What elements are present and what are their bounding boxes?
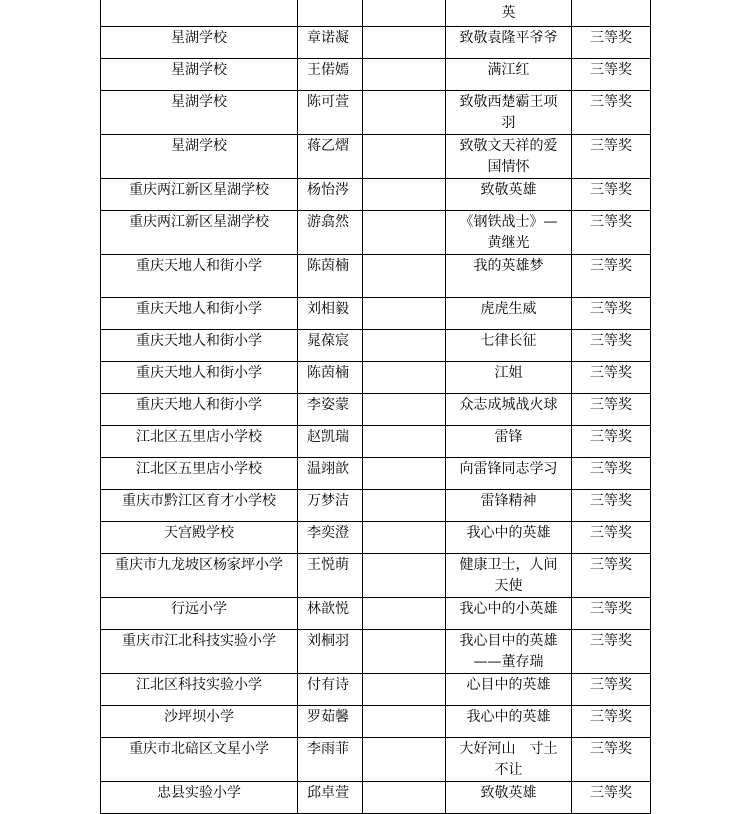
student-name-cell: [298, 522, 363, 554]
table-row: [101, 91, 651, 135]
school-text: 重庆两江新区星湖学校: [129, 214, 269, 230]
table-row: [101, 394, 651, 426]
work-title-text: 我心中的英雄: [466, 525, 551, 541]
blank-cell: [363, 211, 446, 255]
award-cell: [572, 135, 651, 179]
work-title-text: 致敬袁隆平爷爷: [459, 30, 558, 46]
school-cell: [101, 674, 298, 706]
table-row: [101, 179, 651, 211]
table-row: [101, 330, 651, 362]
award-cell: [572, 298, 651, 330]
work-title-text: 致敬文天祥的爱国情怀: [459, 138, 558, 175]
award-text: 三等奖: [590, 461, 632, 477]
school-cell: [101, 211, 298, 255]
blank-cell: [363, 490, 446, 522]
award-text: 三等奖: [590, 785, 632, 801]
blank-cell: [363, 59, 446, 91]
student-name-cell: [298, 91, 363, 135]
student-name-text: 游翕然: [307, 214, 349, 230]
student-name-text: 杨怡涔: [307, 182, 349, 198]
award-cell: [572, 490, 651, 522]
school-cell: [101, 426, 298, 458]
blank-cell: [363, 782, 446, 814]
award-cell: [572, 554, 651, 598]
table-row: [101, 426, 651, 458]
blank-cell: [363, 554, 446, 598]
table-row: [101, 522, 651, 554]
award-cell: [572, 255, 651, 298]
award-text: 三等奖: [590, 138, 632, 154]
school-cell: [101, 298, 298, 330]
student-name-text: [298, 0, 362, 3]
school-text: 星湖学校: [171, 94, 227, 110]
work-title-cell: [446, 490, 572, 522]
work-title-text: 虎虎生威: [480, 301, 537, 317]
table-row: [101, 782, 651, 814]
school-text: 重庆市九龙坡区杨家坪小学: [115, 557, 283, 573]
student-name-cell: [298, 362, 363, 394]
school-text: 重庆天地人和街小学: [136, 365, 262, 381]
student-name-text: 付有诗: [307, 677, 349, 693]
table-row: [101, 362, 651, 394]
table-row: [101, 0, 651, 27]
school-text: [101, 0, 297, 3]
student-name-text: 刘桐羽: [307, 633, 349, 649]
work-title-cell: [446, 211, 572, 255]
work-title-text: 满江红: [487, 62, 530, 78]
school-text: 重庆天地人和街小学: [136, 258, 262, 274]
work-title-text: 《钢铁战士》—黄继光: [459, 214, 558, 251]
school-cell: [101, 59, 298, 91]
student-name-cell: [298, 298, 363, 330]
award-text: 三等奖: [590, 365, 632, 381]
award-cell: [572, 674, 651, 706]
work-title-text: 我心中的英雄: [466, 709, 551, 725]
student-name-text: 蒋乙熠: [307, 138, 349, 154]
table-row: [101, 59, 651, 91]
student-name-cell: [298, 27, 363, 59]
school-cell: [101, 554, 298, 598]
school-cell: [101, 598, 298, 630]
blank-cell: [363, 738, 446, 782]
work-title-cell: [446, 298, 572, 330]
work-title-cell: [446, 135, 572, 179]
work-title-text: 众志成城战火球: [459, 397, 558, 413]
award-text: 三等奖: [590, 633, 632, 649]
work-title-cell: [446, 394, 572, 426]
award-cell: [572, 706, 651, 738]
student-name-cell: [298, 0, 363, 27]
student-name-text: 罗茹馨: [307, 709, 349, 725]
award-cell: [572, 179, 651, 211]
award-cell: [572, 782, 651, 814]
award-text: 三等奖: [590, 333, 632, 349]
award-text: 三等奖: [590, 62, 632, 78]
school-text: 重庆市黔江区育才小学校: [122, 493, 276, 509]
student-name-text: 章诺凝: [307, 30, 349, 46]
blank-cell: [363, 298, 446, 330]
award-text: 三等奖: [590, 525, 632, 541]
table-row: [101, 738, 651, 782]
blank-cell: [363, 674, 446, 706]
school-cell: [101, 458, 298, 490]
school-text: 江北区五里店小学校: [136, 461, 262, 477]
student-name-cell: [298, 738, 363, 782]
work-title-text: 我的英雄梦: [473, 258, 544, 274]
student-name-cell: [298, 135, 363, 179]
work-title-cell: [446, 362, 572, 394]
table-row: [101, 298, 651, 330]
award-text: 三等奖: [590, 301, 632, 317]
work-title-text: 向雷锋同志学习: [459, 461, 558, 477]
work-title-cell: [446, 27, 572, 59]
work-title-text: 致敬英雄: [480, 785, 537, 801]
award-text: 三等奖: [590, 493, 632, 509]
work-title-cell: [446, 179, 572, 211]
school-cell: [101, 27, 298, 59]
blank-cell: [363, 255, 446, 298]
blank-cell: [363, 179, 446, 211]
table-row: [101, 554, 651, 598]
student-name-text: 邱卓萱: [307, 785, 349, 801]
student-name-cell: [298, 426, 363, 458]
school-text: 星湖学校: [171, 138, 227, 154]
work-title-cell: [446, 426, 572, 458]
award-cell: [572, 59, 651, 91]
blank-cell: [363, 362, 446, 394]
work-title-text: 心目中的英雄: [466, 677, 551, 693]
student-name-cell: [298, 179, 363, 211]
school-text: 忠县实验小学: [157, 785, 241, 801]
work-title-cell: [446, 630, 572, 674]
award-cell: [572, 394, 651, 426]
award-cell: [572, 0, 651, 27]
blank-cell: [363, 330, 446, 362]
student-name-text: 王悦萌: [307, 557, 349, 573]
student-name-text: 陈可萱: [307, 94, 349, 110]
work-title-text: 七律长征: [480, 333, 537, 349]
table-row: [101, 211, 651, 255]
student-name-text: 李姿蒙: [307, 397, 349, 413]
blank-cell: [363, 598, 446, 630]
work-title-cell: [446, 598, 572, 630]
award-text: 三等奖: [590, 741, 632, 757]
school-cell: [101, 179, 298, 211]
work-title-cell: [446, 0, 572, 27]
school-text: 星湖学校: [171, 30, 227, 46]
school-text: 重庆市江北科技实验小学: [122, 633, 276, 649]
blank-cell: [363, 458, 446, 490]
blank-cell: [363, 27, 446, 59]
award-cell: [572, 426, 651, 458]
table-row: [101, 630, 651, 674]
award-text: 三等奖: [590, 677, 632, 693]
student-name-cell: [298, 630, 363, 674]
blank-cell: [363, 0, 446, 27]
work-title-cell: [446, 458, 572, 490]
school-cell: [101, 522, 298, 554]
school-cell: [101, 362, 298, 394]
award-text: [572, 0, 650, 3]
school-cell: [101, 91, 298, 135]
work-title-cell: [446, 782, 572, 814]
student-name-text: 陈茵楠: [307, 365, 349, 381]
school-text: 行远小学: [171, 601, 227, 617]
student-name-text: 温翊歆: [307, 461, 349, 477]
table-row: [101, 674, 651, 706]
table-row: [101, 490, 651, 522]
blank-cell: [363, 522, 446, 554]
student-name-cell: [298, 674, 363, 706]
school-text: 江北区科技实验小学: [136, 677, 262, 693]
blank-cell: [363, 394, 446, 426]
blank-cell: [363, 91, 446, 135]
school-text: 重庆市北碚区文星小学: [129, 741, 269, 757]
work-title-cell: [446, 706, 572, 738]
awards-table: [100, 0, 651, 814]
school-cell: [101, 135, 298, 179]
school-text: 天宫殿学校: [164, 525, 234, 541]
student-name-cell: [298, 59, 363, 91]
work-title-text: 健康卫士，人间天使: [459, 557, 558, 594]
work-title-text: 致敬英雄: [480, 182, 537, 198]
award-text: 三等奖: [590, 182, 632, 198]
school-text: 重庆天地人和街小学: [136, 333, 262, 349]
table-row: [101, 255, 651, 298]
award-cell: [572, 522, 651, 554]
award-text: 三等奖: [590, 214, 632, 230]
school-text: 沙坪坝小学: [164, 709, 234, 725]
award-cell: [572, 211, 651, 255]
student-name-cell: [298, 554, 363, 598]
student-name-text: 刘相毅: [307, 301, 349, 317]
school-text: 重庆天地人和街小学: [136, 301, 262, 317]
award-text: 三等奖: [590, 709, 632, 725]
student-name-text: 陈茵楠: [307, 258, 349, 274]
table-row: [101, 706, 651, 738]
school-cell: [101, 782, 298, 814]
award-cell: [572, 598, 651, 630]
student-name-cell: [298, 211, 363, 255]
blank-cell: [363, 706, 446, 738]
work-title-text: 江姐: [494, 365, 523, 381]
student-name-cell: [298, 598, 363, 630]
school-text: 重庆天地人和街小学: [136, 397, 262, 413]
award-text: 三等奖: [590, 397, 632, 413]
student-name-cell: [298, 782, 363, 814]
award-cell: [572, 362, 651, 394]
school-text: 重庆两江新区星湖学校: [129, 182, 269, 198]
school-text: 星湖学校: [171, 62, 227, 78]
school-cell: [101, 255, 298, 298]
school-cell: [101, 706, 298, 738]
work-title-cell: [446, 255, 572, 298]
student-name-text: 万梦洁: [307, 493, 349, 509]
blank-cell: [363, 630, 446, 674]
school-cell: [101, 738, 298, 782]
school-cell: [101, 630, 298, 674]
blank-cell: [363, 426, 446, 458]
work-title-cell: [446, 330, 572, 362]
table-row: [101, 458, 651, 490]
award-text: 三等奖: [590, 258, 632, 274]
work-title-cell: [446, 522, 572, 554]
student-name-cell: [298, 706, 363, 738]
student-name-text: 王偌嫣: [307, 62, 349, 78]
student-name-text: 李奕澄: [307, 525, 349, 541]
student-name-cell: [298, 330, 363, 362]
award-cell: [572, 91, 651, 135]
award-text: 三等奖: [590, 601, 632, 617]
student-name-text: 晁葆宸: [307, 333, 349, 349]
award-cell: [572, 458, 651, 490]
work-title-text: 我心目中的英雄——董存瑞: [459, 633, 558, 670]
student-name-cell: [298, 394, 363, 426]
awards-table-body: [101, 0, 651, 814]
award-text: 三等奖: [590, 30, 632, 46]
work-title-cell: [446, 738, 572, 782]
student-name-cell: [298, 255, 363, 298]
work-title-text: 我心中的小英雄: [459, 601, 558, 617]
school-cell: [101, 490, 298, 522]
award-text: 三等奖: [590, 557, 632, 573]
award-cell: [572, 738, 651, 782]
blank-cell: [363, 135, 446, 179]
student-name-text: 李雨菲: [307, 741, 349, 757]
work-title-cell: [446, 59, 572, 91]
school-cell: [101, 0, 298, 27]
work-title-cell: [446, 91, 572, 135]
work-title-text: 致敬西楚霸王项羽: [459, 94, 558, 131]
school-text: 江北区五里店小学校: [136, 429, 262, 445]
work-title-text: 英: [501, 5, 516, 21]
work-title-text: 雷锋精神: [480, 493, 537, 509]
award-text: 三等奖: [590, 429, 632, 445]
table-row: [101, 135, 651, 179]
award-cell: [572, 630, 651, 674]
table-row: [101, 598, 651, 630]
student-name-cell: [298, 458, 363, 490]
school-cell: [101, 330, 298, 362]
student-name-cell: [298, 490, 363, 522]
work-title-text: 雷锋: [494, 429, 523, 445]
school-cell: [101, 394, 298, 426]
work-title-cell: [446, 674, 572, 706]
work-title-cell: [446, 554, 572, 598]
student-name-text: 赵凯瑞: [307, 429, 349, 445]
work-title-text: 大好河山 寸土不让: [459, 741, 558, 778]
award-text: 三等奖: [590, 94, 632, 110]
award-cell: [572, 330, 651, 362]
award-cell: [572, 27, 651, 59]
student-name-text: 林歆悦: [307, 601, 349, 617]
table-row: [101, 27, 651, 59]
